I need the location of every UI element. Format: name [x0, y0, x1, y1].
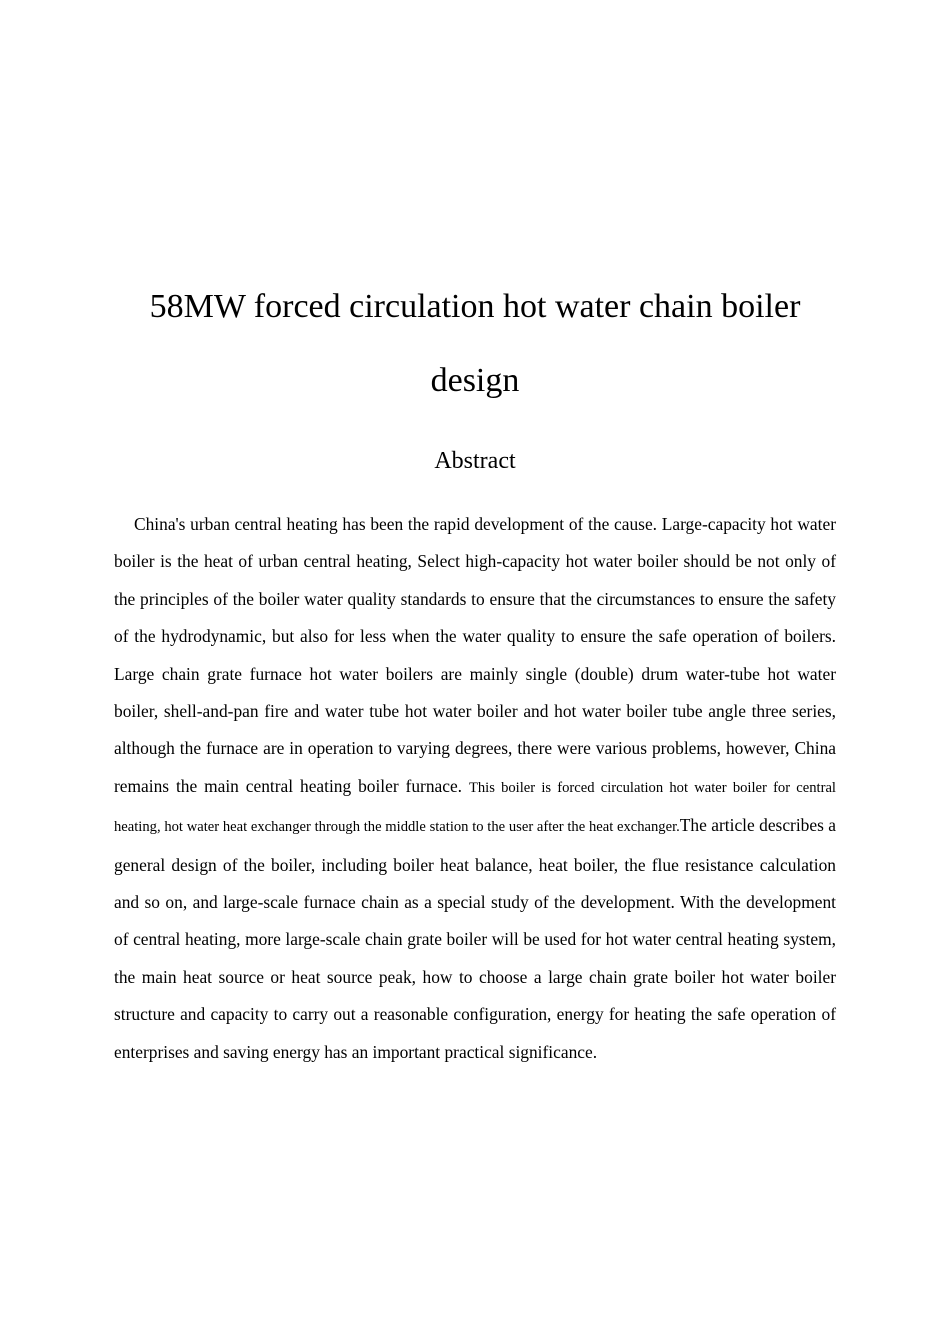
title-line-1: 58MW forced circulation hot water chain boiler: [149, 288, 801, 325]
abstract-text-part-1: China's urban central heating has been the rapid development of the cause. Large-capacity hot water boiler is the heat of urban central heating, Select high-capacity hot water boiler should be not only of the principles of the boiler water quality standards to ensure that the circumstances to ensure the safety of the hydrodynamic, but also for less when the water quality to ensure the safe operation of boilers. Large chain grate furnace hot water boilers are mainly single (double) drum water-tube hot water boiler, shell-and-pan fire and water tube hot water boiler and hot water boiler tube angle three series, although the furnace are in operation to varying degrees, there were various problems, however, China remains the main central heating boiler furnace.: [114, 514, 836, 796]
abstract-text-part-2: This boiler is forced circulation hot water boiler for central heating, hot water heat exchanger through the middle station to the user after the heat exchanger.: [114, 779, 836, 836]
abstract-paragraph: [114, 506, 836, 1071]
abstract-text-part-3: The article describes a general design of the boiler, including boiler heat balance, heat boiler, the flue resistance calculation and so on, and large-scale furnace chain as a special study of the development. With the development of central heating, more large-scale chain grate boiler will be used for hot water central heating system, the main heat source or heat source peak, how to choose a large chain grate boiler hot water boiler structure and capacity to carry out a reasonable configuration, energy for heating the safe operation of enterprises and saving energy has an important practical significance.: [114, 815, 837, 1062]
title-line-2: design: [430, 362, 520, 399]
document-title: [100, 270, 850, 418]
abstract-heading: Abstract: [434, 448, 516, 474]
